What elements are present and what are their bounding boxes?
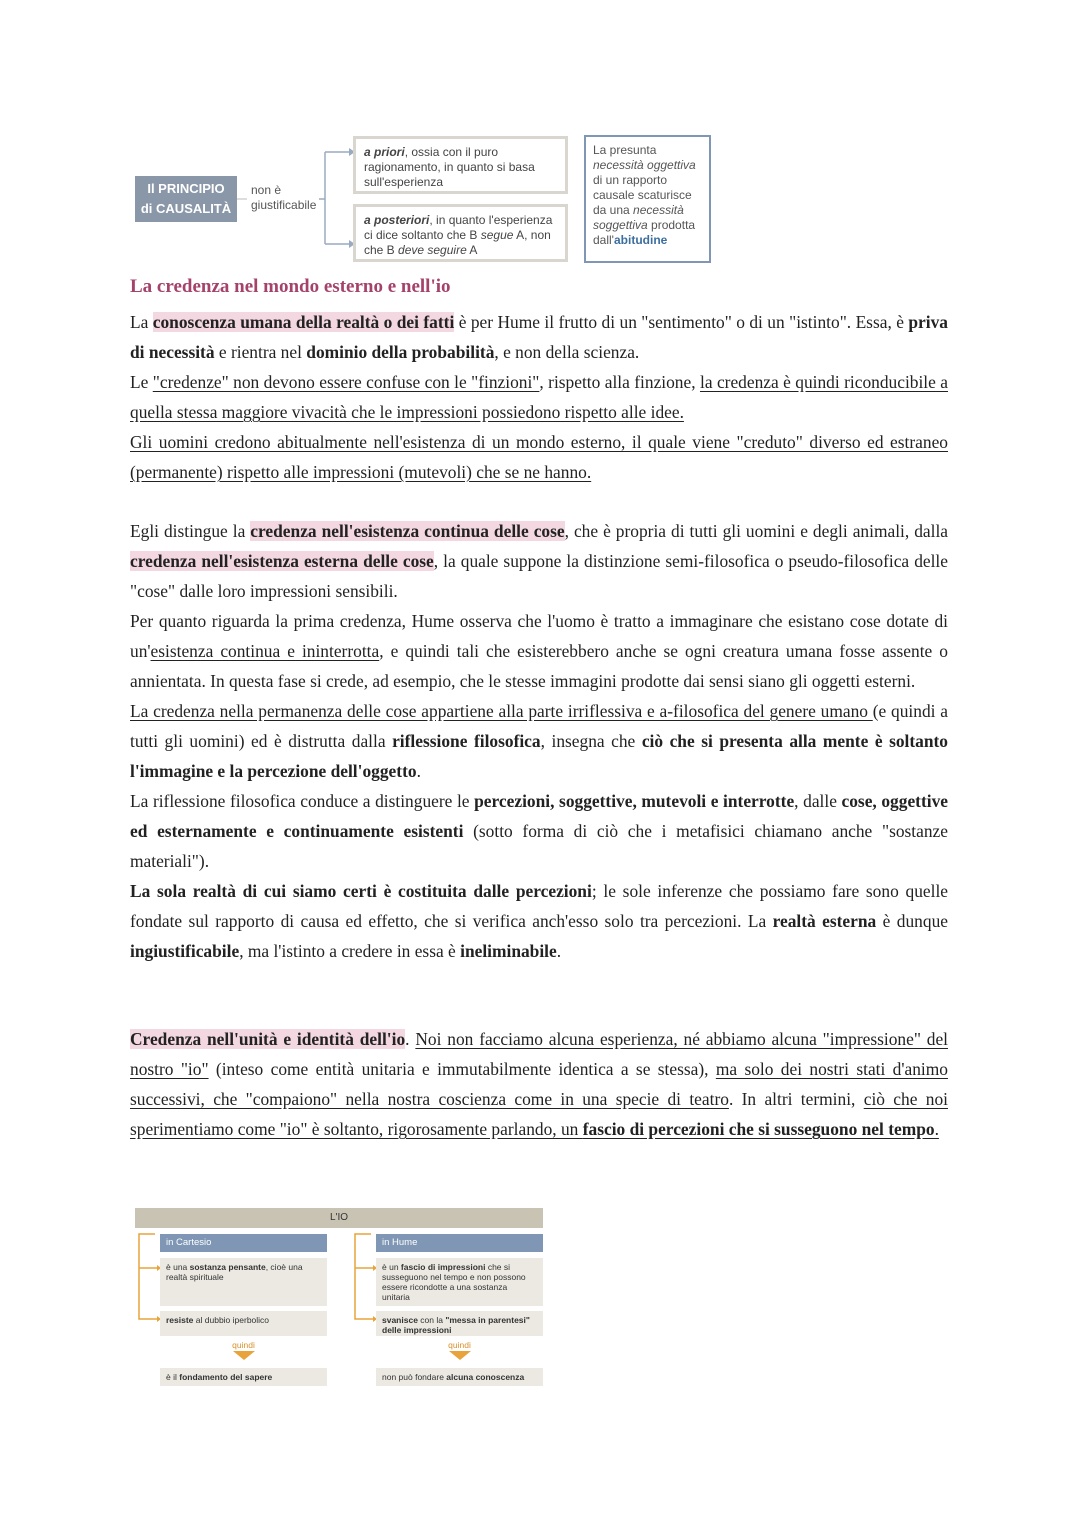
hume-row3: non può fondare alcuna conoscenza: [376, 1368, 543, 1386]
down-arrow-icon: [449, 1351, 471, 1360]
connector-label: non è giustificabile: [251, 183, 317, 212]
cartesio-quindi: quindi: [160, 1340, 327, 1360]
a-priori-box: a priori, ossia con il puro ragionamento, in quanto si basa sull'esperienza: [353, 136, 568, 194]
section-title: La credenza nel mondo esterno e nell'io: [130, 276, 451, 297]
causality-main-line2: di CAUSALITÀ: [140, 201, 232, 216]
hume-row1: è un fascio di impressioni che si susseguono nel tempo e non possono essere ricondotte a una sostanza unitaria: [376, 1258, 543, 1306]
cartesio-head: in Cartesio: [160, 1234, 327, 1252]
hume-quindi: quindi: [376, 1340, 543, 1360]
hume-row2: svanisce con la "messa in parentesi" delle impressioni: [376, 1311, 543, 1336]
causality-main-line1: Il PRINCIPIO: [147, 181, 225, 196]
causality-main-box: [135, 176, 237, 222]
io-diagram: [135, 1208, 543, 1386]
cartesio-row3: è il fondamento del sapere: [160, 1368, 327, 1386]
cartesio-row1: è una sostanza pensante, cioè una realtà spirituale: [160, 1258, 327, 1306]
necessity-note-box: La presunta necessità oggettiva di un rapporto causale scaturisce da una necessità soggettiva prodotta dall'abitudine: [584, 135, 711, 263]
down-arrow-icon: [233, 1351, 255, 1360]
a-posteriori-box: a posteriori, in quanto l'esperienza ci dice soltanto che B segue A, non che B deve seguire A: [353, 204, 568, 262]
io-diagram-title: L'IO: [135, 1208, 543, 1228]
paragraph-continuous-existence: Egli distingue la credenza nell'esistenza continua delle cose, che è propria di tutti gli uomini e degli animali, dalla credenza nell'esistenza esterna delle cose, la quale suppone la distinzione semi-filosofica o pseudo-filosofica delle "cose" dalle loro impressioni sensibili. Per quanto riguarda la prima credenza, Hume osserva che l'uomo è tratto a immaginare che esistano cose dotate di un'esistenza continua e ininterrotta, e quindi tali che esisterebbero anche se ogni creatura umana fosse assente o annientata. In questa fase si crede, ad esempio, che le stesse immagini prodotte dai sensi siano gli oggetti esterni. La credenza nella permanenza delle cose appartiene alla parte irriflessiva e a-filosofica del genere umano (e quindi a tutti gli uomini) ed è distrutta dalla riflessione filosofica, insegna che ciò che si presenta alla mente è soltanto l'immagine e la percezione dell'oggetto. La riflessione filosofica conduce a distinguere le percezioni, soggettive, mutevoli e interrotte, dalle cose, oggettive ed esternamente e continuamente esistenti (sotto forma di ciò che i metafisici chiamano anche "sostanze materiali"). La sola realtà di cui siamo certi è costituita dalle percezioni; le sole inferenze che possiamo fare sono quelle fondate sul rapporto di causa ed effetto, che si verifica anch'esso solo tra percezioni. La realtà esterna è dunque ingiustificabile, ma l'istinto a credere in essa è ineliminabile.: [130, 521, 949, 961]
hume-head: in Hume: [376, 1234, 543, 1252]
cartesio-row2: resiste al dubbio iperbolico: [160, 1311, 327, 1336]
paragraph-knowledge: La conoscenza umana della realtà o dei fatti è per Hume il frutto di un "sentimento" o di un "istinto". Essa, è priva di necessità e rientra nel dominio della probabilità, e non della scienza. Le "credenze" non devono essere confuse con le "finzioni", rispetto alla finzione, la credenza è quindi riconducibile a quella stessa maggiore vivacità che le impressioni possiedono rispetto alle idee. Gli uomini credono abitualmente nell'esistenza di un mondo esterno, il quale viene "creduto" diverso ed estraneo (permanente) rispetto alle impressioni (mutevoli) che se ne hanno.: [130, 312, 948, 482]
paragraph-self-identity: Credenza nell'unità e identità dell'io. Noi non facciamo alcuna esperienza, né abbiamo alcuna "impressione" del nostro "io" (inteso come entità unitaria e immutabilmente identica a se stessa), ma solo dei nostri stati d'animo successivi, che "compaiono" nella nostra coscienza come in una specie di teatro. In altri termini, ciò che noi sperimentiamo come "io" è soltanto, rigorosamente parlando, un fascio di percezioni che si susseguono nel tempo.: [130, 1029, 948, 1139]
